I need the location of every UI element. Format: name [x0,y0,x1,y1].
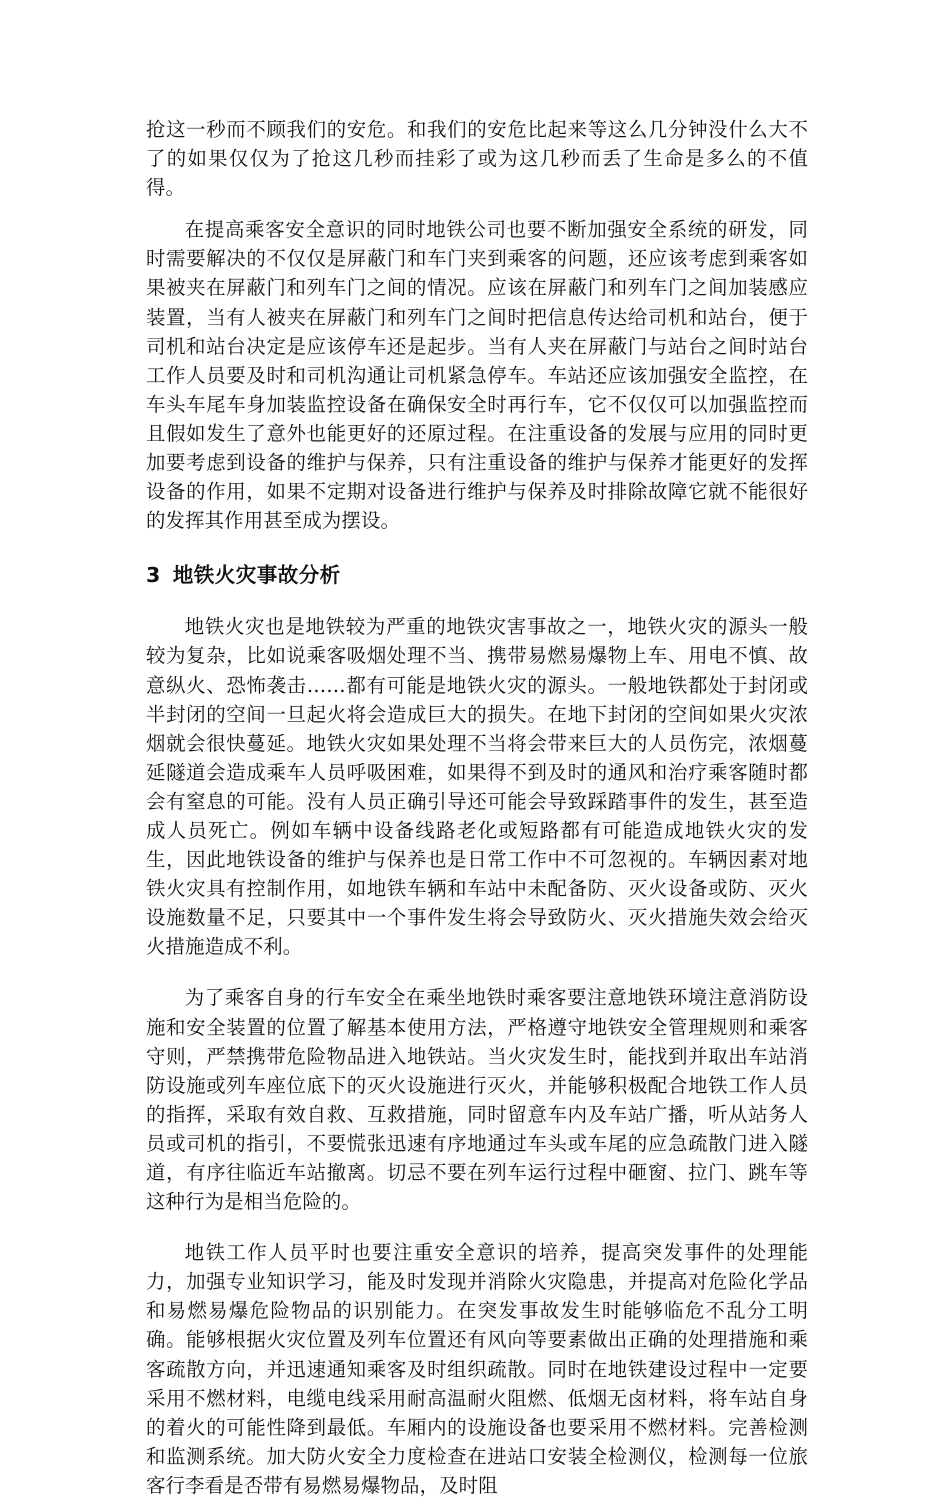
paragraph-continuation: 抢这一秒而不顾我们的安危。和我们的安危比起来等这么几分钟没什么大不了的如果仅仅为了抢这几秒而挂彩了或为这几秒而丢了生命是多么的不值得。 [146,118,808,200]
paragraph-staff-training: 地铁工作人员平时也要注重安全意识的培养，提高突发事件的处理能力，加强专业知识学习，能及时发现并消除火灾隐患，并提高对危险化学品和易燃易爆危险物品的识别能力。在突发事故发生时能够临危不乱分工明确。能够根据火灾位置及列车位置还有风向等要素做出正确的处理措施和乘客疏散方向，并迅速通知乘客及时组织疏散。同时在地铁建设过程中一定要采用不燃材料，电缆电线采用耐高温耐火阻燃、低烟无卤材料，将车站自身的着火的可能性降到最低。车厢内的设施设备也要采用不燃材料。完善检测和监测系统。加大防火安全力度检查在进站口安装全检测仪，检测每一位旅客行李看是否带有易燃易爆物品，及时阻 [146,1241,808,1497]
paragraph-passenger-safety: 为了乘客自身的行车安全在乘坐地铁时乘客要注意地铁环境注意消防设施和安全装置的位置了解基本使用方法，严格遵守地铁安全管理规则和乘客守则，严禁携带危险物品进入地铁站。当火灾发生时，能找到并取出车站消防设施或列车座位底下的灭火设施进行灭火，并能够积极配合地铁工作人员的指挥，采取有效自救、互救措施，同时留意车内及车站广播，听从站务人员或司机的指引，不要慌张迅速有序地通过车头或车尾的应急疏散门进入隧道，有序往临近车站撤离。切忌不要在列车运行过程中砸窗、拉门、跳车等这种行为是相当危险的。 [146,986,808,1214]
section-number: 3 [146,563,161,588]
section-title: 地铁火灾事故分析 [172,563,341,588]
paragraph-fire-causes: 地铁火灾也是地铁较为严重的地铁灾害事故之一，地铁火灾的源头一般较为复杂，比如说乘客吸烟处理不当、携带易燃易爆物上车、用电不慎、故意纵火、恐怖袭击……都有可能是地铁火灾的源头。一般地铁都处于封闭或半封闭的空间一旦起火将会造成巨大的损失。在地下封闭的空间如果火灾浓烟就会很快蔓延。地铁火灾如果处理不当将会带来巨大的人员伤完，浓烟蔓延隧道会造成乘车人员呼吸困难，如果得不到及时的通风和治疗乘客随时都会有窒息的可能。没有人员正确引导还可能会导致踩踏事件的发生，甚至造成人员死亡。例如车辆中设备线路老化或短路都有可能造成地铁火灾的发生，因此地铁设备的维护与保养也是日常工作中不可忽视的。车辆因素对地铁火灾具有控制作用，如地铁车辆和车站中未配备防、灭火设备或防、灭火设施数量不足，只要其中一个事件发生将会导致防火、灭火措施失效会给灭火措施造成不利。 [146,615,808,959]
section-heading [146,561,808,590]
paragraph-safety-system: 在提高乘客安全意识的同时地铁公司也要不断加强安全系统的研发，同时需要解决的不仅仅是屏蔽门和车门夹到乘客的问题，还应该考虑到乘客如果被夹在屏蔽门和列车门之间的情况。应该在屏蔽门和列车门之间加装感应装置，当有人被夹在屏蔽门和列车门之间时把信息传达给司机和站台，便于司机和站台决定是应该停车还是起步。当有人夹在屏蔽门与站台之间时站台工作人员要及时和司机沟通让司机紧急停车。车站还应该加强安全监控，在车头车尾车身加装监控设备在确保安全时再行车，它不仅仅可以加强监控而且假如发生了意外也能更好的还原过程。在注重设备的发展与应用的同时更加要考虑到设备的维护与保养，只有注重设备的维护与保养才能更好的发挥设备的作用，如果不定期对设备进行维护与保养及时排除故障它就不能很好的发挥其作用甚至成为摆设。 [146,218,808,533]
document-body [146,115,808,1500]
